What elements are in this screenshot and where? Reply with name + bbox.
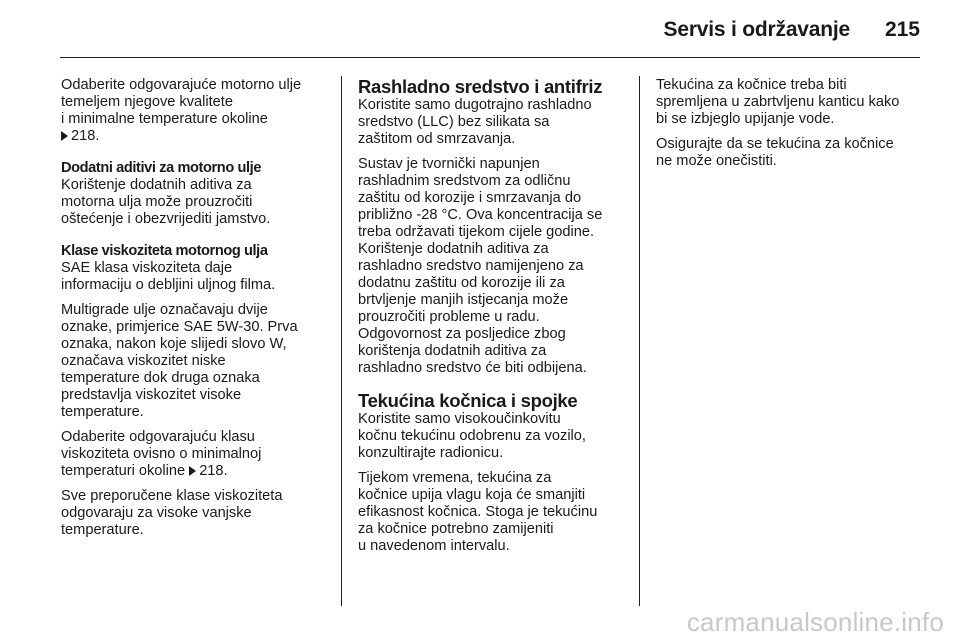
column-left bbox=[61, 77, 336, 547]
page-reference-link[interactable]: 218. bbox=[199, 463, 228, 479]
column-middle bbox=[358, 77, 633, 563]
page-header bbox=[0, 0, 960, 60]
section-title: Servis i održavanje bbox=[663, 18, 850, 41]
header-divider bbox=[60, 57, 920, 58]
heading-brake-fluid: Tekućina kočnica i spojke bbox=[358, 390, 578, 411]
multigrade-paragraph: Multigrade ulje označavaju dvije oznake, primjerice SAE 5W-30. Prva oznaka, nakon koje slijedi slovo W, označava viskozitet niske temperature dok druga oznaka predstavlja viskozitet visoke temperature. bbox=[61, 302, 298, 420]
column-divider-1 bbox=[341, 76, 342, 606]
viscosity-paragraph: SAE klasa viskoziteta daje informaciju o debljini uljnog filma. bbox=[61, 260, 276, 293]
brake-fluid-type-paragraph: Koristite samo visokoučinkovitu kočnu tekućinu odobrenu za vozilo, konzultirajte radionicu. bbox=[358, 411, 586, 461]
coolant-type-paragraph: Koristite samo dugotrajno rashladno sredstvo (LLC) bez silikata sa zaštitom od smrzavanja. bbox=[358, 97, 592, 147]
heading-viscosity-grades: Klase viskoziteta motornog ulja bbox=[61, 243, 268, 259]
page-number: 215 bbox=[884, 18, 920, 41]
select-viscosity-paragraph: Odaberite odgovarajuću klasu viskoziteta ovisno o minimalnoj temperaturi okoline 218. bbox=[61, 429, 262, 479]
page-reference-arrow-icon bbox=[189, 466, 196, 476]
page-reference-arrow-icon bbox=[61, 131, 68, 141]
heading-oil-additives: Dodatni aditivi za motorno ulje bbox=[61, 160, 262, 176]
brake-fluid-storage-paragraph: Tekućina za kočnice treba biti spremljena u zabrtvljenu kanticu kako bi se izbjeglo upijanje vode. bbox=[656, 77, 900, 127]
coolant-system-paragraph: Sustav je tvornički napunjen rashladnim sredstvom za odličnu zaštitu od korozije i smrzavanja do približno -28 °C. Ova koncentracija se treba održavati tijekom cijele godine. Korištenje dodatnih aditiva za rashladno sredstvo namijenjeno za dodatnu zaštitu od korozije ili za brtvljenje manjih istjecanja može prouzročiti probleme u radu. Odgovornost za posljedice zbog korištenja dodatnih aditiva za rashladno sredstvo će biti odbijena. bbox=[358, 156, 603, 376]
page-reference-link[interactable]: 218. bbox=[71, 128, 100, 144]
brake-fluid-contamination-paragraph: Osigurajte da se tekućina za kočnice ne može onečistiti. bbox=[656, 136, 894, 169]
oil-selection-paragraph: Odaberite odgovarajuće motorno ulje temeljem njegove kvalitete i minimalne temperature okoline 218. bbox=[61, 77, 302, 144]
heading-coolant: Rashladno sredstvo i antifriz bbox=[358, 76, 603, 97]
column-right bbox=[656, 77, 931, 178]
recommended-grades-paragraph: Sve preporučene klase viskoziteta odgovaraju za visoke vanjske temperature. bbox=[61, 488, 283, 538]
oil-additives-paragraph: Korištenje dodatnih aditiva za motorna ulja može prouzročiti oštećenje i obezvrijediti jamstvo. bbox=[61, 177, 271, 227]
site-watermark: carmanualsonline.info bbox=[686, 607, 944, 637]
column-divider-2 bbox=[639, 76, 640, 606]
brake-fluid-replacement-paragraph: Tijekom vremena, tekućina za kočnice upija vlagu koja će smanjiti efikasnost kočnica. Stoga je tekućinu za kočnice potrebno zamijeniti u navedenom intervalu. bbox=[358, 470, 598, 554]
